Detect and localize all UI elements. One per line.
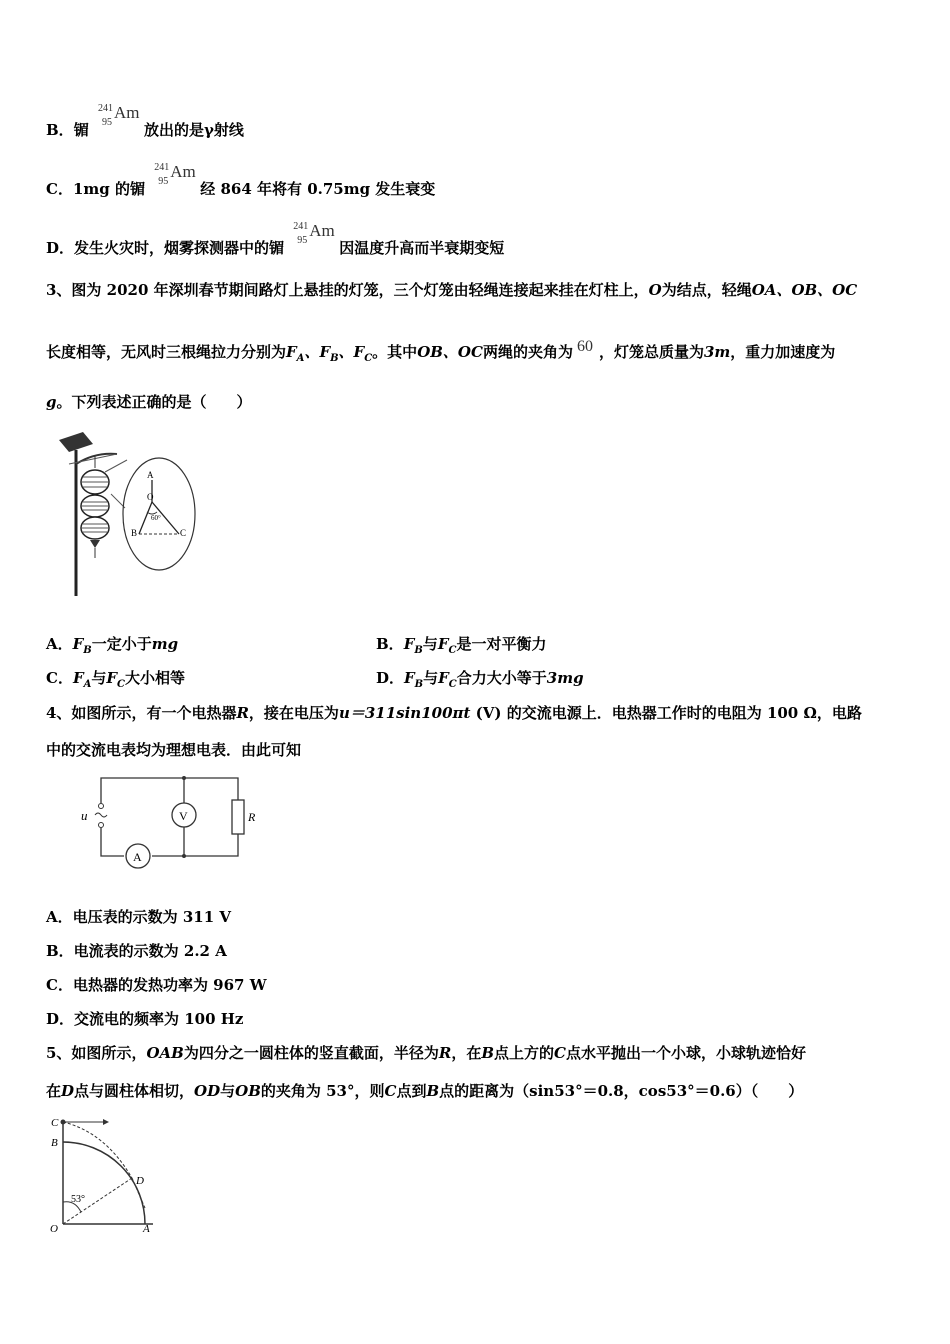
q4-stem-line2: 中的交流电表均为理想电表．由此可知 [46,741,302,759]
q3-option-d[interactable]: D．$F_B$与$F_C$合力大小等于3mg [376,669,584,690]
label-o: O [50,1223,58,1235]
circuit-diagram [75,770,256,870]
q4-option-c[interactable]: C．电热器的发热功率为 967 W [46,976,267,994]
label-v: V [179,809,188,823]
label-b: B [131,528,138,538]
q4-option-a[interactable]: A．电压表的示数为 311 V [46,908,232,926]
nuclide-am-241: 241 95 Am [97,103,140,128]
label-c: C [180,528,187,538]
quarter-circle-figure [45,1110,170,1235]
label-r: R [248,810,256,824]
q4-option-b[interactable]: B．电流表的示数为 2.2 A [46,942,227,960]
q4-stem-line1: 4、如图所示，有一个电热器R，接在电压为u＝311sin100πt (V) 的交流电源上．电热器工作时的电阻为 100 Ω，电路 [46,704,862,722]
q2-option-b[interactable]: B．镅 241 95 Am 放出的是γ射线 [46,103,244,139]
nuclide-am-241: 241 95 Am [154,162,196,187]
q3-stem-line2: 长度相等，无风时三根绳拉力分别为$F_A$、$F_B$、$F_C$。其中OB、OC两绳的夹角为 60 ，灯笼总质量为3m，重力加速度为 [46,338,836,364]
q3-stem-line3: g。下列表述正确的是（ ） [46,393,252,411]
label-o: O [147,492,154,502]
q3-stem-line1: 3、图为 2020 年深圳春节期间路灯上悬挂的灯笼，三个灯笼由轻绳连接起来挂在灯柱上，O为结点，轻绳OA、OB、OC [46,281,858,299]
label-a: A [133,850,142,864]
q4-option-d[interactable]: D．交流电的频率为 100 Hz [46,1010,244,1028]
label-angle: 53° [71,1194,85,1205]
label-u: u [81,808,88,823]
label-angle: 60° [151,514,161,522]
lantern-figure [55,430,205,600]
label-b: B [51,1137,58,1149]
label-c: C [51,1117,59,1129]
label-d: D [136,1175,144,1187]
q3-option-c[interactable]: C．$F_A$与$F_C$大小相等 [46,669,186,690]
q3-option-b[interactable]: B．$F_B$与$F_C$是一对平衡力 [376,635,547,656]
label-a: A [143,1223,150,1235]
nuclide-am-241: 241 95 Am [293,221,335,246]
q2-option-d[interactable]: D．发生火灾时，烟雾探测器中的镅 241 95 Am 因温度升高而半衰期变短 [46,221,505,257]
q2-option-c[interactable]: C．1mg 的镅 241 95 Am 经 864 年将有 0.75mg 发生衰变 [46,162,436,198]
q5-stem-line2: 在D点与圆柱体相切，OD与OB的夹角为 53°，则C点到B点的距离为（sin53°＝0.8，cos53°＝0.6）（ ） [46,1082,804,1100]
label-a: A [147,470,154,480]
resistor [232,800,244,834]
q5-stem-line1: 5、如图所示，OAB为四分之一圆柱体的竖直截面，半径为R，在B点上方的C点水平抛出一个小球，小球轨迹恰好 [46,1044,807,1062]
q3-option-a[interactable]: A．$F_B$一定小于mg [46,635,179,656]
